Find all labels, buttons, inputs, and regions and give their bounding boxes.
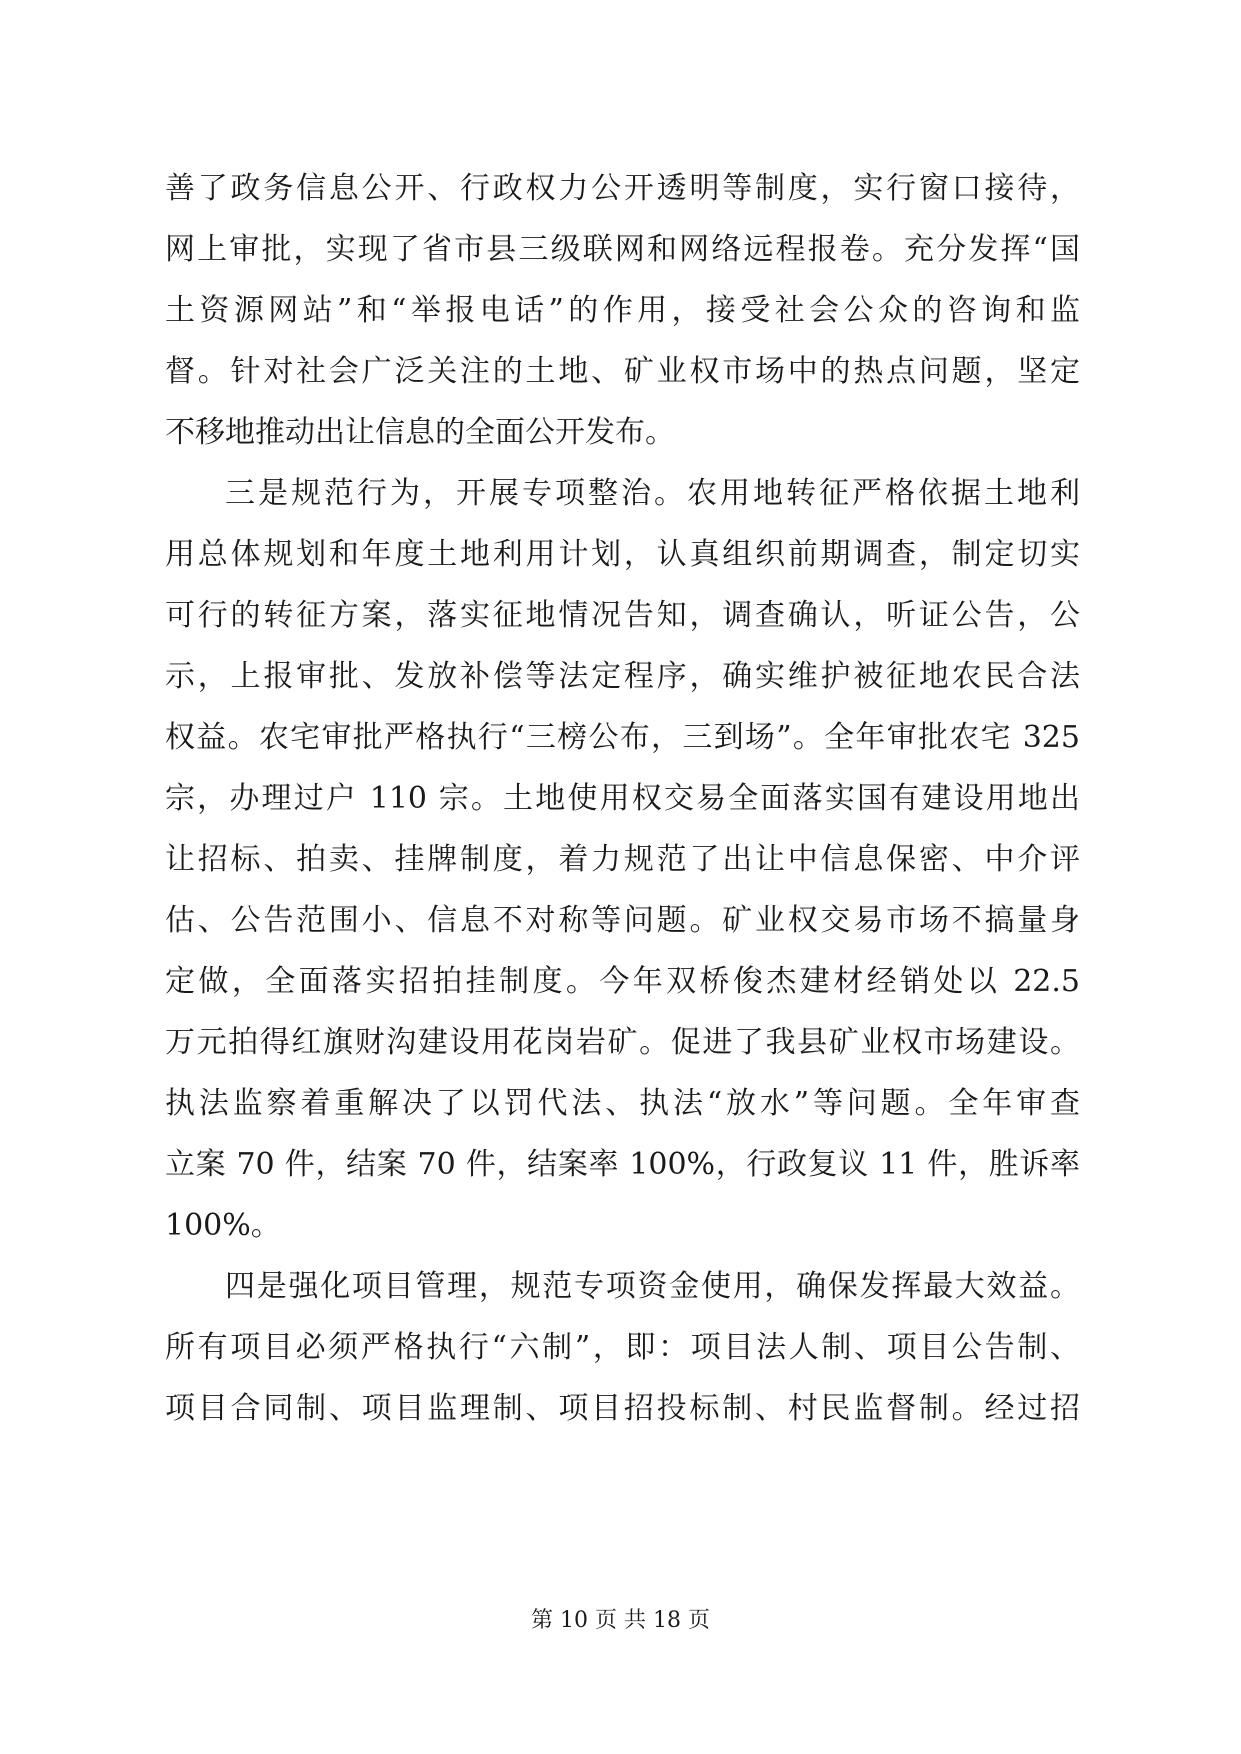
- text-line-2: 网上审批，实现了省市县三级联网和网络远程报卷。充分发挥“国: [165, 232, 1080, 267]
- document-body: [165, 158, 1080, 1439]
- paragraph-4-line-1: 四是强化项目管理，规范专项资金使用，确保发挥最大效益。: [225, 1269, 1080, 1304]
- text-line-12: 让招标、拍卖、挂牌制度，着力规范了出让中信息保密、中介评: [165, 842, 1080, 877]
- text-line-15: 万元拍得红旗财沟建设用花岗岩矿。促进了我县矿业权市场建设。: [165, 1025, 1080, 1060]
- text-line-20: 所有项目必须严格执行“六制”，即：项目法人制、项目公告制、: [165, 1330, 1080, 1365]
- text-line-21: 项目合同制、项目监理制、项目招投标制、村民监督制。经过招: [165, 1391, 1080, 1426]
- paragraph-3-line-1: 三是规范行为，开展专项整治。农用地转征严格依据土地利: [225, 476, 1080, 511]
- text-line-9: 示，上报审批、发放补偿等法定程序，确实维护被征地农民合法: [165, 659, 1080, 694]
- text-line-10: 权益。农宅审批严格执行“三榜公布，三到场”。全年审批农宅 325: [165, 720, 1080, 755]
- text-line-13: 估、公告范围小、信息不对称等问题。矿业权交易市场不搞量身: [165, 903, 1080, 938]
- text-line-8: 可行的转征方案，落实征地情况告知，调查确认，听证公告，公: [165, 598, 1080, 633]
- text-line-4: 督。针对社会广泛关注的土地、矿业权市场中的热点问题，坚定: [165, 354, 1080, 389]
- page-number-footer: 第 10 页 共 18 页: [531, 1608, 710, 1633]
- text-line-3: 土资源网站”和“举报电话”的作用，接受社会公众的咨询和监: [165, 293, 1080, 328]
- text-line-17: 立案 70 件，结案 70 件，结案率 100%，行政复议 11 件，胜诉率: [165, 1147, 1080, 1182]
- text-line-16: 执法监察着重解决了以罚代法、执法“放水”等问题。全年审查: [165, 1086, 1080, 1121]
- text-line-7: 用总体规划和年度土地利用计划，认真组织前期调查，制定切实: [165, 537, 1080, 572]
- text-line-18: 100%。: [165, 1208, 281, 1243]
- text-line-14: 定做，全面落实招拍挂制度。今年双桥俊杰建材经销处以 22.5: [165, 964, 1080, 999]
- text-line-1: 善了政务信息公开、行政权力公开透明等制度，实行窗口接待，: [165, 171, 1080, 206]
- text-line-11: 宗，办理过户 110 宗。土地使用权交易全面落实国有建设用地出: [165, 781, 1080, 816]
- text-line-5: 不移地推动出让信息的全面公开发布。: [165, 415, 675, 450]
